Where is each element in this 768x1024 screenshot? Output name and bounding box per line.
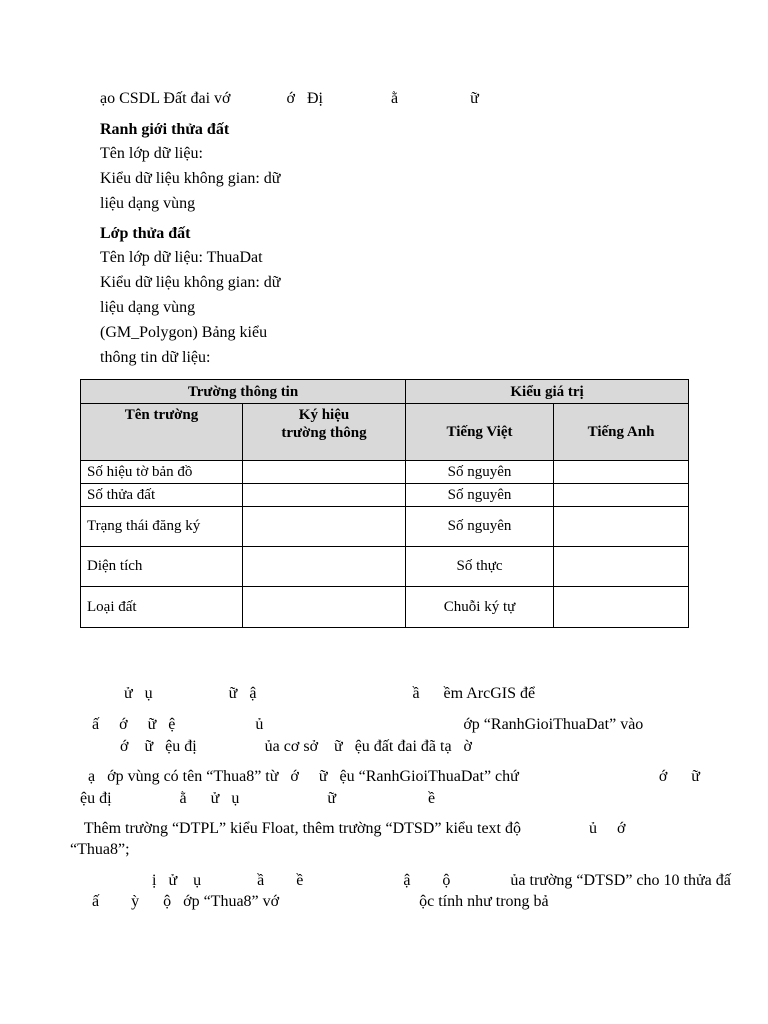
cell-english — [554, 547, 689, 587]
table-row — [81, 461, 689, 484]
section2-heading: Lớp thửa đất — [100, 225, 191, 242]
cell-english — [554, 484, 689, 507]
cell-field-name: Loại đất — [81, 587, 243, 628]
cell-vietnamese: Số thực — [406, 547, 554, 587]
cell-english — [554, 587, 689, 628]
section1-line: Tên lớp dữ liệu: — [100, 145, 203, 162]
paragraph-line: ạ ớp vùng có tên “Thua8” từ ớ ữ ệu “RanhGioiThuaDat” chứ ớ ữ — [80, 768, 700, 785]
cell-field-symbol — [243, 461, 406, 484]
group-header-field-info: Trường thông tin — [81, 380, 406, 404]
cell-field-symbol — [243, 507, 406, 547]
data-type-table — [80, 379, 689, 628]
cell-field-symbol — [243, 484, 406, 507]
table-row — [81, 484, 689, 507]
cell-english — [554, 507, 689, 547]
section1-heading: Ranh giới thửa đất — [100, 121, 230, 138]
header-vietnamese: Tiếng Việt — [406, 404, 554, 461]
cell-field-symbol — [243, 547, 406, 587]
paragraph-line: Thêm trường “DTPL” kiểu Float, thêm trường “DTSD” kiểu text độ ủ ớ — [80, 820, 626, 837]
top-line: ạo CSDL Đất đai vớ ớ Đị ằ ữ — [100, 90, 479, 107]
group-header-value-type: Kiểu giá trị — [406, 380, 689, 404]
paragraph-line: ớ ữ ệu đị ủa cơ sở ữ ệu đất đai đã tạ ờ — [80, 738, 473, 755]
table-row — [81, 547, 689, 587]
cell-field-name: Số thửa đất — [81, 484, 243, 507]
paragraph-line: “Thua8”; — [70, 841, 130, 858]
header-field-name: Tên trường — [81, 404, 243, 461]
cell-field-symbol — [243, 587, 406, 628]
paragraph-line: ấ ớ ữ ệ ủ ớp “RanhGioiThuaDat” vào — [80, 716, 644, 733]
cell-field-name: Diện tích — [81, 547, 243, 587]
section2-line: Tên lớp dữ liệu: ThuaDat — [100, 249, 263, 266]
cell-vietnamese: Chuỗi ký tự — [406, 587, 554, 628]
paragraph-line: ệu đị ằ ử ụ ữ ề — [80, 790, 436, 807]
section2-line: liệu dạng vùng — [100, 299, 196, 316]
section2-line: Kiểu dữ liệu không gian: dữ — [100, 274, 281, 291]
cell-vietnamese: Số nguyên — [406, 461, 554, 484]
cell-vietnamese: Số nguyên — [406, 484, 554, 507]
cell-vietnamese: Số nguyên — [406, 507, 554, 547]
paragraph-line: ị ử ụ ầ ề ậ ộ ủa trường “DTSD” cho 10 thửa đấ — [80, 872, 731, 889]
header-field-symbol: Ký hiệu trường thông — [243, 404, 406, 461]
section2-line: thông tin dữ liệu: — [100, 349, 211, 366]
section1-line: Kiểu dữ liệu không gian: dữ — [100, 170, 281, 187]
paragraph-line: ử ụ ữ ậ ầ ềm ArcGIS để — [80, 685, 536, 702]
table-row — [81, 587, 689, 628]
cell-field-name: Số hiệu tờ bản đồ — [81, 461, 243, 484]
cell-english — [554, 461, 689, 484]
section1-line: liệu dạng vùng — [100, 195, 196, 212]
header-english: Tiếng Anh — [554, 404, 689, 461]
section2-line: (GM_Polygon) Bảng kiểu — [100, 324, 268, 341]
paragraph-line: ấ ỳ ộ ớp “Thua8” vớ ộc tính như trong bả — [80, 893, 549, 910]
cell-field-name: Trạng thái đăng ký — [81, 507, 243, 547]
table-row — [81, 507, 689, 547]
